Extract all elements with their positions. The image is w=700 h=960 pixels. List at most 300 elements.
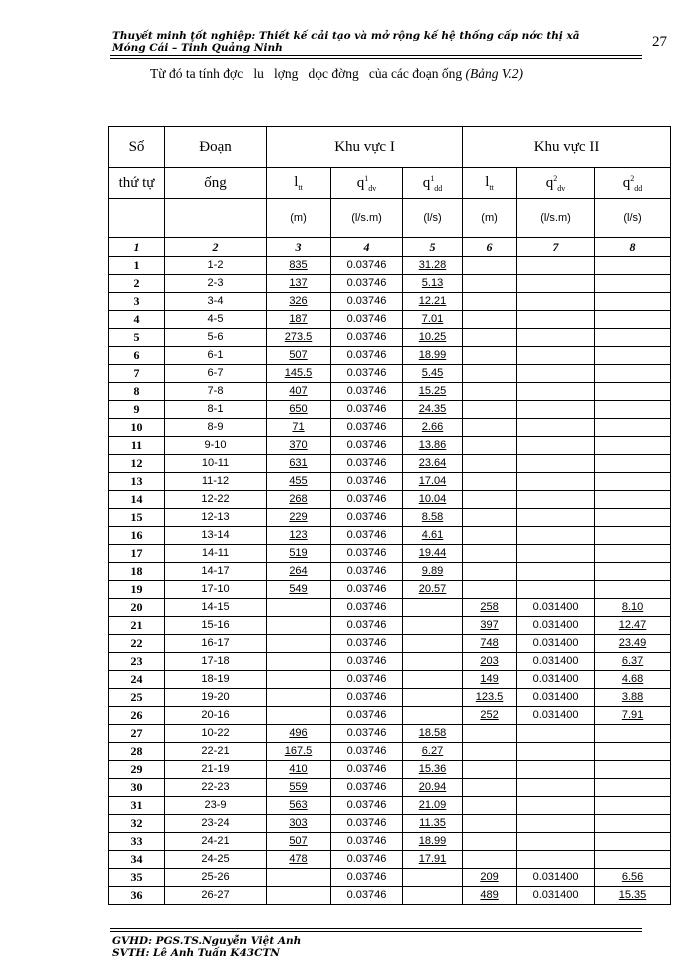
table-row	[109, 527, 671, 545]
q-flow-zone1: 4.61	[403, 527, 463, 545]
pipe-segment: 26-27	[165, 887, 267, 905]
length-zone2	[463, 743, 517, 761]
pipe-segment: 25-26	[165, 869, 267, 887]
row-number: 28	[109, 743, 165, 761]
q-flow-zone1	[403, 707, 463, 725]
length-zone2: 209	[463, 869, 517, 887]
header-divider-thin	[110, 58, 642, 59]
q-unit-zone1: 0.03746	[331, 311, 403, 329]
pipe-segment: 5-6	[165, 329, 267, 347]
q-flow-zone1: 17.91	[403, 851, 463, 869]
intro-text: Từ đó ta tính đợc lu lợng dọc đờng của các đoạn ống	[150, 66, 466, 81]
pipe-segment: 16-17	[165, 635, 267, 653]
q-flow-zone1: 13.86	[403, 437, 463, 455]
length-zone2: 252	[463, 707, 517, 725]
length-zone1: 71	[267, 419, 331, 437]
q-flow-zone2: 7.91	[595, 707, 671, 725]
q-unit-zone1: 0.03746	[331, 329, 403, 347]
table-row	[109, 599, 671, 617]
q-flow-zone2	[595, 761, 671, 779]
table-row	[109, 347, 671, 365]
pipe-segment: 17-10	[165, 581, 267, 599]
row-number: 3	[109, 293, 165, 311]
length-zone1: 835	[267, 257, 331, 275]
length-zone1: 123	[267, 527, 331, 545]
intro-paragraph	[150, 66, 523, 82]
pipe-segment: 11-12	[165, 473, 267, 491]
pipe-segment: 14-11	[165, 545, 267, 563]
document-header	[112, 30, 632, 54]
row-number: 5	[109, 329, 165, 347]
q-unit-zone1: 0.03746	[331, 473, 403, 491]
length-zone2: 489	[463, 887, 517, 905]
length-zone1: 559	[267, 779, 331, 797]
q-unit-zone2	[517, 725, 595, 743]
row-number: 6	[109, 347, 165, 365]
q-unit-zone2	[517, 329, 595, 347]
table-row	[109, 779, 671, 797]
col-header-so: Số	[109, 127, 165, 168]
length-zone1	[267, 617, 331, 635]
length-zone1	[267, 635, 331, 653]
q-unit-zone1: 0.03746	[331, 365, 403, 383]
row-number: 33	[109, 833, 165, 851]
col-header-doan: Đoạn	[165, 127, 267, 168]
zone2-header: Khu vực II	[463, 127, 671, 168]
table-row	[109, 437, 671, 455]
table-row	[109, 887, 671, 905]
length-zone1: 410	[267, 761, 331, 779]
col-number: 4	[331, 238, 403, 257]
col-header-ltt-2: $l_{tt}$	[463, 168, 517, 199]
q-flow-zone1: 12.21	[403, 293, 463, 311]
q-flow-zone1	[403, 869, 463, 887]
row-number: 30	[109, 779, 165, 797]
length-zone1	[267, 599, 331, 617]
q-flow-zone1: 11.35	[403, 815, 463, 833]
length-zone2: 748	[463, 635, 517, 653]
col-header-ong: ống	[165, 168, 267, 199]
table-row	[109, 509, 671, 527]
q-unit-zone2	[517, 761, 595, 779]
unit-ltt-2: (m)	[463, 199, 517, 238]
q-flow-zone1	[403, 653, 463, 671]
q-flow-zone1: 20.94	[403, 779, 463, 797]
q-unit-zone1: 0.03746	[331, 293, 403, 311]
q-unit-zone2	[517, 455, 595, 473]
q-unit-zone2	[517, 491, 595, 509]
q-flow-zone2	[595, 743, 671, 761]
length-zone2	[463, 563, 517, 581]
q-flow-zone1: 31.28	[403, 257, 463, 275]
table-row	[109, 257, 671, 275]
row-number: 34	[109, 851, 165, 869]
length-zone2: 397	[463, 617, 517, 635]
row-number: 23	[109, 653, 165, 671]
q-unit-zone1: 0.03746	[331, 383, 403, 401]
q-flow-zone2	[595, 725, 671, 743]
row-number: 8	[109, 383, 165, 401]
row-number: 11	[109, 437, 165, 455]
q-flow-zone1: 24.35	[403, 401, 463, 419]
q-unit-zone1: 0.03746	[331, 257, 403, 275]
table-row	[109, 401, 671, 419]
q-unit-zone2	[517, 509, 595, 527]
pipe-segment: 23-24	[165, 815, 267, 833]
q-unit-zone1: 0.03746	[331, 581, 403, 599]
header-row-2	[109, 168, 671, 199]
q-flow-zone1: 20.57	[403, 581, 463, 599]
q-unit-zone1: 0.03746	[331, 653, 403, 671]
q-unit-zone2	[517, 275, 595, 293]
pipe-segment: 24-25	[165, 851, 267, 869]
q-unit-zone2: 0.031400	[517, 617, 595, 635]
q-unit-zone1: 0.03746	[331, 419, 403, 437]
q-unit-zone1: 0.03746	[331, 887, 403, 905]
q-unit-zone2	[517, 527, 595, 545]
length-zone1	[267, 653, 331, 671]
pipe-segment: 13-14	[165, 527, 267, 545]
length-zone2	[463, 311, 517, 329]
q-unit-zone2	[517, 365, 595, 383]
row-number: 16	[109, 527, 165, 545]
q-unit-zone1: 0.03746	[331, 743, 403, 761]
length-zone1	[267, 887, 331, 905]
table-reference: (Bảng V.2)	[465, 66, 524, 81]
length-zone1: 507	[267, 347, 331, 365]
pipe-segment: 20-16	[165, 707, 267, 725]
q-unit-zone2	[517, 419, 595, 437]
col-header-q1-dd: $q^1_{dd}$	[403, 168, 463, 199]
row-number: 32	[109, 815, 165, 833]
header-row-1	[109, 127, 671, 168]
length-zone2	[463, 275, 517, 293]
table-row	[109, 617, 671, 635]
pipe-segment: 6-1	[165, 347, 267, 365]
length-zone2: 123.5	[463, 689, 517, 707]
q-flow-zone2: 23.49	[595, 635, 671, 653]
table-row	[109, 419, 671, 437]
q-unit-zone2: 0.031400	[517, 689, 595, 707]
table-row	[109, 545, 671, 563]
length-zone2	[463, 527, 517, 545]
q-flow-zone2	[595, 581, 671, 599]
q-unit-zone2	[517, 743, 595, 761]
length-zone2	[463, 797, 517, 815]
row-number: 2	[109, 275, 165, 293]
header-title-line2: Móng Cái – Tỉnh Quảng Ninh	[112, 42, 283, 54]
q-flow-zone1: 2.66	[403, 419, 463, 437]
q-flow-zone2	[595, 293, 671, 311]
row-number: 21	[109, 617, 165, 635]
q-unit-zone1: 0.03746	[331, 347, 403, 365]
pipe-segment: 8-9	[165, 419, 267, 437]
q-flow-zone2	[595, 401, 671, 419]
row-number: 1	[109, 257, 165, 275]
length-zone2	[463, 833, 517, 851]
length-zone2: 258	[463, 599, 517, 617]
q-flow-zone2	[595, 383, 671, 401]
q-unit-zone2: 0.031400	[517, 707, 595, 725]
length-zone2	[463, 347, 517, 365]
pipe-segment: 4-5	[165, 311, 267, 329]
q-flow-zone2: 3.88	[595, 689, 671, 707]
q-unit-zone1: 0.03746	[331, 545, 403, 563]
length-zone1: 631	[267, 455, 331, 473]
q-flow-zone2	[595, 455, 671, 473]
table-row	[109, 455, 671, 473]
length-zone1: 145.5	[267, 365, 331, 383]
length-zone1: 268	[267, 491, 331, 509]
q-unit-zone2	[517, 545, 595, 563]
row-number: 9	[109, 401, 165, 419]
length-zone1: 187	[267, 311, 331, 329]
q-unit-zone2: 0.031400	[517, 653, 595, 671]
q-flow-zone2	[595, 491, 671, 509]
pipe-segment: 21-19	[165, 761, 267, 779]
pipe-segment: 22-21	[165, 743, 267, 761]
row-number: 13	[109, 473, 165, 491]
document-footer	[112, 935, 301, 959]
q-unit-zone2	[517, 851, 595, 869]
col-header-q1-dv: $q^1_{dv}$	[331, 168, 403, 199]
row-number: 26	[109, 707, 165, 725]
q-flow-zone2: 6.56	[595, 869, 671, 887]
length-zone2	[463, 761, 517, 779]
q-flow-zone1: 19.44	[403, 545, 463, 563]
q-flow-zone2	[595, 275, 671, 293]
table-row	[109, 635, 671, 653]
q-unit-zone2	[517, 581, 595, 599]
length-zone2	[463, 329, 517, 347]
pipe-segment: 10-22	[165, 725, 267, 743]
table-row	[109, 689, 671, 707]
table-row	[109, 743, 671, 761]
q-unit-zone2	[517, 473, 595, 491]
q-unit-zone1: 0.03746	[331, 707, 403, 725]
row-number: 31	[109, 797, 165, 815]
pipe-segment: 18-19	[165, 671, 267, 689]
length-zone1: 326	[267, 293, 331, 311]
table-row	[109, 725, 671, 743]
pipe-segment: 17-18	[165, 653, 267, 671]
q-flow-zone1: 6.27	[403, 743, 463, 761]
length-zone2	[463, 257, 517, 275]
length-zone1: 229	[267, 509, 331, 527]
length-zone2	[463, 419, 517, 437]
q-unit-zone1: 0.03746	[331, 671, 403, 689]
row-number: 24	[109, 671, 165, 689]
q-flow-zone1: 15.36	[403, 761, 463, 779]
length-zone1	[267, 869, 331, 887]
length-zone1: 650	[267, 401, 331, 419]
table-row	[109, 491, 671, 509]
q-unit-zone2	[517, 257, 595, 275]
q-unit-zone1: 0.03746	[331, 617, 403, 635]
row-number: 12	[109, 455, 165, 473]
length-zone1: 496	[267, 725, 331, 743]
table-row	[109, 797, 671, 815]
col-header-q2-dv: $q^2_{dv}$	[517, 168, 595, 199]
q-unit-zone1: 0.03746	[331, 851, 403, 869]
length-zone2	[463, 581, 517, 599]
row-number: 19	[109, 581, 165, 599]
pipe-segment: 3-4	[165, 293, 267, 311]
footer-divider-thin	[110, 931, 642, 932]
length-zone2	[463, 401, 517, 419]
q-unit-zone2: 0.031400	[517, 887, 595, 905]
q-unit-zone2	[517, 311, 595, 329]
q-flow-zone2: 6.37	[595, 653, 671, 671]
q-unit-zone1: 0.03746	[331, 761, 403, 779]
q-unit-zone2	[517, 347, 595, 365]
q-flow-zone1: 10.04	[403, 491, 463, 509]
q-unit-zone2	[517, 383, 595, 401]
header-title-line1: Thuyết minh tốt nghiệp: Thiết kế cải tạo và mở rộng kế hệ thống cấp nớc thị xã	[112, 30, 580, 42]
q-unit-zone1: 0.03746	[331, 437, 403, 455]
pipe-segment: 2-3	[165, 275, 267, 293]
pipe-segment: 15-16	[165, 617, 267, 635]
q-flow-zone1	[403, 635, 463, 653]
q-flow-zone2: 15.35	[595, 887, 671, 905]
footer-divider	[110, 928, 642, 929]
q-flow-zone2: 4.68	[595, 671, 671, 689]
q-flow-zone1: 23.64	[403, 455, 463, 473]
length-zone1	[267, 671, 331, 689]
pipe-segment: 22-23	[165, 779, 267, 797]
q-unit-zone1: 0.03746	[331, 527, 403, 545]
row-number: 36	[109, 887, 165, 905]
length-zone1: 563	[267, 797, 331, 815]
pipe-segment: 12-22	[165, 491, 267, 509]
q-flow-zone2	[595, 419, 671, 437]
length-zone1: 167.5	[267, 743, 331, 761]
pipe-flow-table	[108, 126, 671, 905]
units-row	[109, 199, 671, 238]
q-flow-zone2	[595, 347, 671, 365]
q-flow-zone1	[403, 689, 463, 707]
col-number: 1	[109, 238, 165, 257]
q-flow-zone1: 17.04	[403, 473, 463, 491]
unit-q2-dv: (l/s.m)	[517, 199, 595, 238]
q-unit-zone1: 0.03746	[331, 725, 403, 743]
col-number: 3	[267, 238, 331, 257]
column-number-row	[109, 238, 671, 257]
q-flow-zone1: 15.25	[403, 383, 463, 401]
col-header-q2-dd: $q^2_{dd}$	[595, 168, 671, 199]
row-number: 7	[109, 365, 165, 383]
q-unit-zone1: 0.03746	[331, 689, 403, 707]
unit-q1-dv: (l/s.m)	[331, 199, 403, 238]
footer-supervisor: GVHD: PGS.TS.Nguyễn Việt Anh	[112, 935, 302, 947]
col-number: 7	[517, 238, 595, 257]
row-number: 27	[109, 725, 165, 743]
table-row	[109, 761, 671, 779]
q-flow-zone2	[595, 365, 671, 383]
length-zone2: 203	[463, 653, 517, 671]
q-flow-zone1: 5.45	[403, 365, 463, 383]
q-flow-zone1: 18.58	[403, 725, 463, 743]
length-zone2	[463, 509, 517, 527]
table-row	[109, 311, 671, 329]
unit-empty-2	[165, 199, 267, 238]
q-flow-zone2	[595, 779, 671, 797]
q-unit-zone2	[517, 815, 595, 833]
row-number: 17	[109, 545, 165, 563]
length-zone1: 519	[267, 545, 331, 563]
length-zone1	[267, 707, 331, 725]
q-unit-zone2	[517, 293, 595, 311]
table-row	[109, 653, 671, 671]
length-zone2	[463, 383, 517, 401]
q-flow-zone2: 12.47	[595, 617, 671, 635]
q-flow-zone1	[403, 599, 463, 617]
q-unit-zone1: 0.03746	[331, 455, 403, 473]
table-row	[109, 473, 671, 491]
length-zone1: 264	[267, 563, 331, 581]
pipe-segment: 24-21	[165, 833, 267, 851]
q-flow-zone2	[595, 329, 671, 347]
row-number: 14	[109, 491, 165, 509]
q-flow-zone1: 9.89	[403, 563, 463, 581]
q-flow-zone2	[595, 833, 671, 851]
zone1-header: Khu vực I	[267, 127, 463, 168]
q-unit-zone2	[517, 563, 595, 581]
row-number: 29	[109, 761, 165, 779]
q-unit-zone2: 0.031400	[517, 869, 595, 887]
length-zone2: 149	[463, 671, 517, 689]
pipe-segment: 19-20	[165, 689, 267, 707]
q-flow-zone1: 18.99	[403, 347, 463, 365]
pipe-segment: 14-17	[165, 563, 267, 581]
table-row	[109, 581, 671, 599]
col-number: 2	[165, 238, 267, 257]
table-row	[109, 707, 671, 725]
q-unit-zone2	[517, 401, 595, 419]
q-unit-zone2: 0.031400	[517, 599, 595, 617]
row-number: 25	[109, 689, 165, 707]
table-row	[109, 671, 671, 689]
pipe-segment: 10-11	[165, 455, 267, 473]
q-unit-zone1: 0.03746	[331, 833, 403, 851]
q-flow-zone2	[595, 257, 671, 275]
pipe-segment: 14-15	[165, 599, 267, 617]
table-row	[109, 851, 671, 869]
q-flow-zone2	[595, 797, 671, 815]
q-unit-zone2	[517, 833, 595, 851]
table-row	[109, 383, 671, 401]
length-zone1: 507	[267, 833, 331, 851]
length-zone2	[463, 545, 517, 563]
q-flow-zone2	[595, 473, 671, 491]
q-flow-zone2	[595, 815, 671, 833]
table-row	[109, 275, 671, 293]
q-flow-zone2	[595, 311, 671, 329]
q-flow-zone1: 7.01	[403, 311, 463, 329]
q-flow-zone2	[595, 437, 671, 455]
q-flow-zone1: 21.09	[403, 797, 463, 815]
q-unit-zone2: 0.031400	[517, 635, 595, 653]
length-zone2	[463, 851, 517, 869]
q-unit-zone1: 0.03746	[331, 797, 403, 815]
q-flow-zone1: 5.13	[403, 275, 463, 293]
q-flow-zone2	[595, 545, 671, 563]
col-header-ltt-1: $l_{tt}$	[267, 168, 331, 199]
length-zone2	[463, 491, 517, 509]
q-unit-zone1: 0.03746	[331, 491, 403, 509]
q-unit-zone2	[517, 797, 595, 815]
row-number: 22	[109, 635, 165, 653]
